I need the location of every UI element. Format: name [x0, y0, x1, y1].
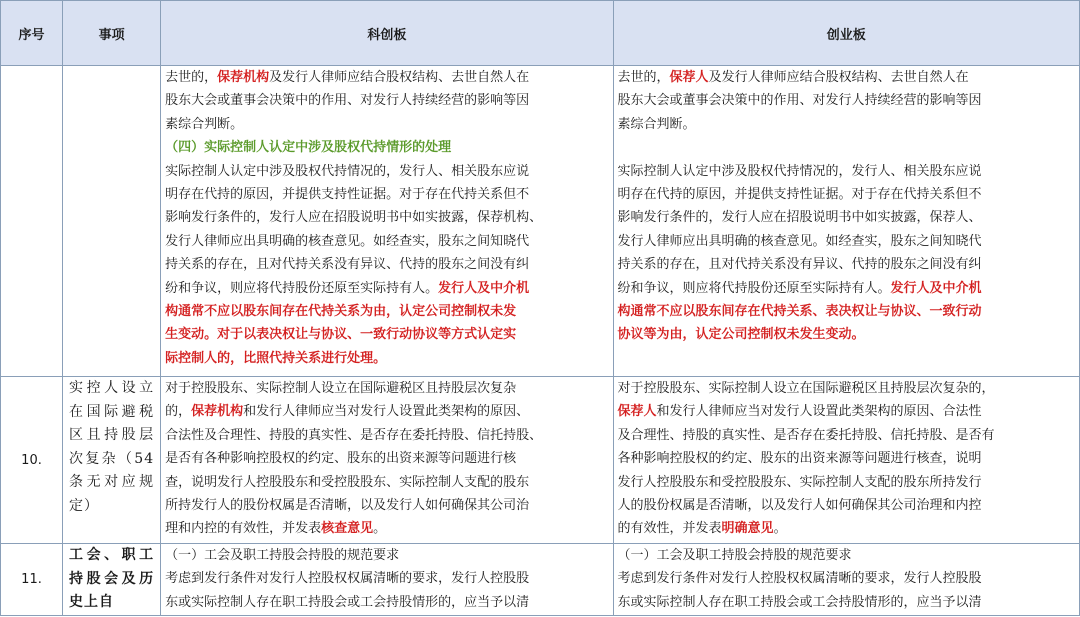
- header-no: 序号: [1, 1, 63, 66]
- text-line: [165, 66, 608, 89]
- row-no-cell: [1, 66, 63, 377]
- text-run: 股东大会或董事会决策中的作用、对发行人持续经营的影响等因: [165, 93, 530, 109]
- text-run: 东或实际控制人存在职工持股会或工会持股情形的，应当予以清: [165, 594, 530, 610]
- text-run: 影响发行条件的，发行人应在招股说明书中如实披露，保荐人、: [617, 210, 982, 226]
- highlight-text: 生变动。对于以表决权让与协议、一致行动协议等方式认定实: [165, 327, 517, 343]
- row-item-text: 实控人设立在国际避税区且持股层次复杂（54条无对应规定）: [69, 380, 155, 514]
- text-line: [165, 347, 608, 370]
- gem-cell: [613, 377, 1079, 544]
- text-run: 纷和争议，则应将代持股份还原至实际持有人。: [617, 280, 891, 296]
- text-run: 实际控制人认定中涉及股权代持情况的，发行人、相关股东应说: [617, 163, 982, 179]
- text-run: 合法性及合理性、持股的真实性、是否存在委托持股、信托持股、: [165, 427, 543, 443]
- header-star-market: 科创板: [161, 1, 613, 66]
- highlight-text: 构通常不应以股东间存在代持关系、表决权让与协议、一致行动: [617, 304, 982, 320]
- text-line: [618, 424, 1075, 447]
- highlight-text: 发行人及中介机: [438, 280, 530, 296]
- text-run: 及合理性、持股的真实性、是否存在委托持股、信托持股、是否有: [617, 427, 995, 443]
- section-heading: （四）实际控制人认定中涉及股权代持情形的处理: [165, 140, 452, 156]
- text-line: [165, 300, 608, 323]
- row-number: 11.: [1, 544, 63, 616]
- text-line: [618, 136, 1075, 159]
- text-line: [165, 206, 608, 229]
- text-run: 发行人律师应出具明确的核查意见。如经查实，股东之间知晓代: [617, 233, 982, 249]
- text-line: [165, 424, 608, 447]
- row-number: 10.: [1, 377, 63, 544]
- text-run: 明存在代持的原因，并提供支持性证据。对于存在代持关系但不: [617, 187, 982, 203]
- text-run: 对于控股股东、实际控制人设立在国际避税区且持股层次复杂: [165, 381, 517, 396]
- header-item: 事项: [63, 1, 161, 66]
- highlight-text: 构通常不应以股东间存在代持关系为由，认定公司控制权未发: [165, 304, 517, 320]
- text-run: 人的股份权属是否清晰，以及发行人如何确保其公司治理和内控: [617, 498, 982, 514]
- text-line: [165, 517, 608, 540]
- text-line: [165, 253, 608, 276]
- text-line: [618, 300, 1075, 323]
- highlight-text: 际控制人的，比照代持关系进行处理。: [165, 350, 387, 366]
- text-line: [618, 206, 1075, 229]
- row-item-text: 工会、职工持股会及历史上自: [69, 547, 155, 610]
- text-line: [618, 160, 1075, 183]
- text-line: [618, 230, 1075, 253]
- text-line: [618, 323, 1075, 346]
- text-run: 对于控股股东、实际控制人设立在国际避税区且持股层次复杂的，: [617, 381, 995, 396]
- table-row: [1, 66, 1080, 377]
- text-run: 持关系的存在，且对代持关系没有异议、代持的股东之间没有纠: [165, 257, 530, 273]
- star-cell: [161, 66, 613, 377]
- text-run: 明存在代持的原因，并提供支持性证据。对于存在代持关系但不: [165, 187, 530, 203]
- text-line: [165, 567, 608, 590]
- text-run: 素综合判断。: [165, 116, 244, 132]
- text-run: 的有效性，并发表: [617, 521, 722, 537]
- highlight-text: 明确意见: [721, 521, 774, 537]
- text-run: （一）工会及职工持股会持股的规范要求: [165, 548, 400, 563]
- table-row: [1, 544, 1080, 616]
- text-line: [618, 471, 1075, 494]
- gem-cell: [613, 544, 1079, 616]
- text-run: 理和内控的有效性，并发表: [165, 521, 322, 537]
- text-line: [165, 447, 608, 470]
- text-run: 查，说明发行人控股股东和受控股股东、实际控制人支配的股东: [165, 474, 530, 490]
- text-run: 考虑到发行条件对发行人控股权权属清晰的要求，发行人控股股: [165, 571, 530, 587]
- text-run: 持关系的存在，且对代持关系没有异议、代持的股东之间没有纠: [617, 257, 982, 273]
- text-line: [618, 400, 1075, 423]
- star-text: [161, 544, 612, 614]
- text-run: 影响发行条件的，发行人应在招股说明书中如实披露，保荐机构、: [165, 210, 543, 226]
- text-line: [165, 183, 608, 206]
- text-line: [618, 567, 1075, 590]
- highlight-text: 保荐机构: [191, 404, 244, 420]
- text-line: [165, 89, 608, 112]
- text-run: 考虑到发行条件对发行人控股权权属清晰的要求，发行人控股股: [617, 571, 982, 587]
- text-run: 去世的，: [165, 70, 218, 85]
- text-run: 各种影响控股权的约定、股东的出资来源等问题进行核查，说明: [617, 451, 982, 467]
- highlight-text: 发行人及中介机: [890, 280, 982, 296]
- highlight-text: 核查意见: [321, 521, 374, 537]
- text-line: [618, 377, 1075, 400]
- text-run: 是否有各种影响控股权的约定、股东的出资来源等问题进行核: [165, 451, 517, 467]
- text-run: 所持发行人的股份权属是否清晰，以及发行人如何确保其公司治: [165, 498, 530, 514]
- text-line: [618, 494, 1075, 517]
- header-row: [1, 1, 1080, 66]
- text-line: [165, 230, 608, 253]
- gem-cell: [613, 66, 1079, 377]
- star-text: [161, 66, 612, 370]
- text-run: 去世的，: [617, 70, 670, 85]
- header-gem-board: 创业板: [613, 1, 1079, 66]
- text-line: [618, 447, 1075, 470]
- text-line: [618, 66, 1075, 89]
- text-run: 东或实际控制人存在职工持股会或工会持股情形的，应当予以清: [617, 594, 982, 610]
- text-line: [165, 544, 608, 567]
- text-line: [165, 136, 608, 159]
- text-run: 和发行人律师应当对发行人设置此类架构的原因、合法性: [656, 404, 982, 420]
- text-line: [165, 494, 608, 517]
- text-run: 及发行人律师应结合股权结构、去世自然人在: [708, 70, 969, 85]
- text-line: [618, 89, 1075, 112]
- text-line: [165, 113, 608, 136]
- star-cell: [161, 377, 613, 544]
- text-line: [165, 277, 608, 300]
- table-row: [1, 377, 1080, 544]
- text-run: 。: [373, 521, 387, 537]
- text-line: [618, 183, 1075, 206]
- text-run: 纷和争议，则应将代持股份还原至实际持有人。: [165, 280, 439, 296]
- text-run: 实际控制人认定中涉及股权代持情况的，发行人、相关股东应说: [165, 163, 530, 179]
- text-run: 及发行人律师应结合股权结构、去世自然人在: [269, 70, 530, 85]
- highlight-text: 保荐人: [669, 70, 709, 85]
- text-line: [165, 591, 608, 614]
- star-cell: [161, 544, 613, 616]
- text-line: [618, 591, 1075, 614]
- text-run: 和发行人律师应当对发行人设置此类架构的原因、: [243, 404, 530, 420]
- star-text: [161, 377, 612, 541]
- highlight-text: 保荐机构: [217, 70, 270, 85]
- row-item-cell: [63, 377, 161, 544]
- gem-text: [614, 544, 1079, 614]
- text-line: [165, 160, 608, 183]
- highlight-text: 协议等为由，认定公司控制权未发生变动。: [617, 327, 865, 343]
- gem-text: [614, 66, 1079, 347]
- row-item-cell: [63, 544, 161, 616]
- text-line: [165, 471, 608, 494]
- text-line: [165, 377, 608, 400]
- text-run: （一）工会及职工持股会持股的规范要求: [617, 548, 852, 563]
- text-run: 素综合判断。: [617, 116, 696, 132]
- highlight-text: 保荐人: [617, 404, 657, 420]
- gem-text: [614, 377, 1079, 541]
- text-run: 股东大会或董事会决策中的作用、对发行人持续经营的影响等因: [617, 93, 982, 109]
- text-run: 。: [773, 521, 787, 537]
- row-item-cell: [63, 66, 161, 377]
- text-line: [618, 253, 1075, 276]
- text-run: 发行人控股股东和受控股股东、实际控制人支配的股东所持发行: [617, 474, 982, 490]
- text-run: 的，: [165, 404, 192, 420]
- text-line: [618, 544, 1075, 567]
- text-line: [618, 517, 1075, 540]
- text-line: [618, 277, 1075, 300]
- text-run: 发行人律师应出具明确的核查意见。如经查实，股东之间知晓代: [165, 233, 530, 249]
- text-line: [618, 113, 1075, 136]
- text-line: [165, 323, 608, 346]
- text-line: [165, 400, 608, 423]
